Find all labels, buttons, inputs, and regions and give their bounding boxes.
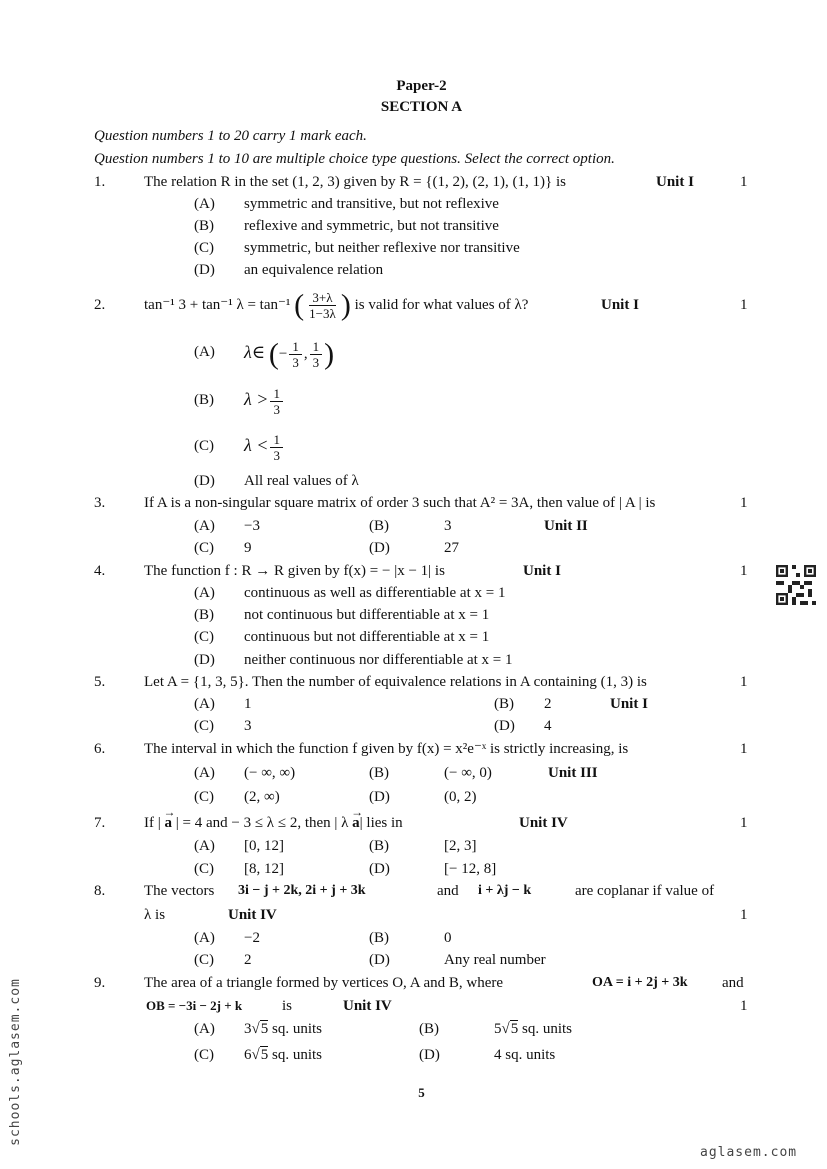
q9-option-label: (D) [419,1047,440,1063]
q3-option-text: 27 [444,540,459,556]
q5-text: Let A = {1, 3, 5}. Then the number of equivalence relations in A containing (1, 3) is [144,674,647,690]
q4-marks: 1 [740,563,748,579]
section-title: SECTION A [380,99,463,115]
q6-option-label: (C) [194,789,214,805]
q7-option-text: [− 12, 8] [444,861,497,877]
q1-option-label: (A) [194,196,215,212]
q7-option-text: [0, 12] [244,838,284,854]
q8-text-a: The vectors [144,883,215,899]
q9-option-c: 6√5 sq. units [244,1047,322,1063]
q3-option-label: (B) [369,518,389,534]
q1-marks: 1 [740,174,748,190]
q3-option-text: 9 [244,540,252,556]
q4-text: The function f : R → R given by f(x) = − |x − 1| is [144,563,445,579]
q7-option-text: [2, 3] [444,838,477,854]
q5-option-label: (B) [494,696,514,712]
q3-option-label: (D) [369,540,390,556]
q9-number: 9. [94,975,106,991]
q8-option-label: (D) [369,952,390,968]
q6-option-text: (0, 2) [444,789,477,805]
q7-option-text: [8, 12] [244,861,284,877]
q2-text: tan⁻¹ 3 + tan⁻¹ λ = tan⁻¹ ( $\frac{3+\lambda}{1-3\lambda}$ ) is valid for what values of λ? [144,288,529,322]
q5-number: 5. [94,674,106,690]
q8-unit: Unit IV [228,907,277,923]
q4-unit: Unit I [523,563,561,579]
q6-option-text: (2, ∞) [244,789,280,805]
q2-option-text: All real values of λ [244,473,359,489]
q5-option-label: (D) [494,718,515,734]
q8-number: 8. [94,883,106,899]
q3-unit: Unit II [544,518,588,534]
q2-marks: 1 [740,297,748,313]
q5-option-text: 1 [244,696,252,712]
q6-number: 6. [94,741,106,757]
q9-option-label: (A) [194,1021,215,1037]
q7-unit: Unit IV [519,815,568,831]
q4-number: 4. [94,563,106,579]
q9-unit: Unit IV [343,998,392,1014]
q8-option-label: (A) [194,930,215,946]
q9-option-a: 3√5 sq. units [244,1021,322,1037]
page-number: 5 [418,1085,425,1100]
q3-option-label: (A) [194,518,215,534]
q3-marks: 1 [740,495,748,511]
q3-option-text: 3 [444,518,452,534]
q8-option-text: 0 [444,930,452,946]
instruction-1: Question numbers 1 to 20 carry 1 mark each. [94,128,367,144]
q1-option-text: an equivalence relation [244,262,384,278]
q2-option-c: λ < $\frac{1}{3}$ [244,426,285,466]
q2-option-a: λ∈ (− $\frac{1}{3}$ , $\frac{1}{3}$ ) [244,337,335,371]
q5-option-label: (C) [194,718,214,734]
q2-option-b: λ > $\frac{1}{3}$ [244,380,285,420]
q9-text-b: and [722,975,744,991]
q1-unit: Unit I [656,174,694,190]
q3-option-label: (C) [194,540,214,556]
q6-unit: Unit III [548,765,598,781]
q7-text: If | → a | = 4 and − 3 ≤ λ ≤ 2, then | λ → a| lies in [144,813,403,833]
q9-text-c: is [282,998,293,1014]
q8-option-text: Any real number [444,952,546,968]
q4-option-text: continuous as well as differentiable at x = 1 [244,585,506,601]
q5-marks: 1 [740,674,748,690]
q2-option-label: (C) [194,438,214,454]
q1-number: 1. [94,174,106,190]
q6-option-text: (− ∞, 0) [444,765,492,781]
q2-text-post: is valid for what values of λ? [354,297,529,313]
q4-option-text: not continuous but differentiable at x = 1 [244,607,490,623]
q4-option-label: (A) [194,585,215,601]
instruction-2: Question numbers 1 to 10 are multiple choice type questions. Select the correct option. [94,151,615,167]
q7-marks: 1 [740,815,748,831]
q1-option-label: (C) [194,240,214,256]
q2-fraction: $\frac{3+\lambda}{1-3\lambda}$ [309,290,336,322]
q8-text-c: are coplanar if value of [575,883,715,899]
q1-option-text: symmetric, but neither reflexive nor transitive [244,240,520,256]
q2-option-label: (A) [194,344,215,360]
bottom-watermark: aglasem.com [700,1145,798,1160]
q2-text-pre: tan⁻¹ 3 + tan⁻¹ λ = tan⁻¹ [144,297,291,313]
q9-option-label: (C) [194,1047,214,1063]
q3-number: 3. [94,495,106,511]
q2-option-label: (D) [194,473,215,489]
q8-option-label: (C) [194,952,214,968]
q1-option-text: symmetric and transitive, but not reflexive [244,196,499,212]
q9-text-a: The area of a triangle formed by vertices O, A and B, where [144,975,504,991]
q1-text: The relation R in the set (1, 2, 3) given by R = {(1, 2), (2, 1), (1, 1)} is [144,174,566,190]
q6-marks: 1 [740,741,748,757]
q2-number: 2. [94,297,106,313]
q6-option-text: (− ∞, ∞) [244,765,296,781]
q3-option-text: −3 [244,518,260,534]
q9-oa-vector: OA = i + 2j + 3k [592,975,688,990]
q4-option-text: neither continuous nor differentiable at x = 1 [244,652,513,668]
q2-unit: Unit I [601,297,639,313]
q4-option-label: (D) [194,652,215,668]
q5-unit: Unit I [610,696,648,712]
q1-option-label: (D) [194,262,215,278]
q8-option-text: 2 [244,952,252,968]
q3-text: If A is a non-singular square matrix of order 3 such that A² = 3A, then value of | A | is [144,495,656,511]
q6-option-label: (D) [369,789,390,805]
q9-option-label: (B) [419,1021,439,1037]
q5-option-text: 4 [544,718,552,734]
q6-option-label: (B) [369,765,389,781]
q8-option-label: (B) [369,930,389,946]
q4-option-label: (B) [194,607,214,623]
q8-marks: 1 [740,907,748,923]
q7-option-label: (D) [369,861,390,877]
q2-option-label: (B) [194,392,214,408]
q9-option-b: 5√5 sq. units [494,1021,572,1037]
qr-code-icon [776,565,816,605]
q8-vector-2: i + λj − k [478,883,532,898]
q8-text-b: and [437,883,459,899]
side-watermark: schools.aglasem.com [7,978,23,1146]
q8-text-d: λ is [144,907,166,923]
q5-option-text: 2 [544,696,552,712]
q4-option-label: (C) [194,629,214,645]
q9-ob-vector: OB = −3i − 2j + k [146,998,243,1013]
q9-option-text: 4 sq. units [494,1047,556,1063]
q7-number: 7. [94,815,106,831]
q1-option-text: reflexive and symmetric, but not transitive [244,218,499,234]
q8-vectors-1: 3i − j + 2k, 2i + j + 3k [238,883,366,898]
q5-option-text: 3 [244,718,252,734]
q7-option-label: (C) [194,861,214,877]
paper-title: Paper-2 [396,78,447,94]
q1-option-label: (B) [194,218,214,234]
q7-option-label: (A) [194,838,215,854]
q7-option-label: (B) [369,838,389,854]
q8-option-text: −2 [244,930,260,946]
q4-option-text: continuous but not differentiable at x = 1 [244,629,490,645]
q6-option-label: (A) [194,765,215,781]
q9-marks: 1 [740,998,748,1014]
q6-text: The interval in which the function f given by f(x) = x²e⁻ˣ is strictly increasing, is [144,741,629,757]
q5-option-label: (A) [194,696,215,712]
